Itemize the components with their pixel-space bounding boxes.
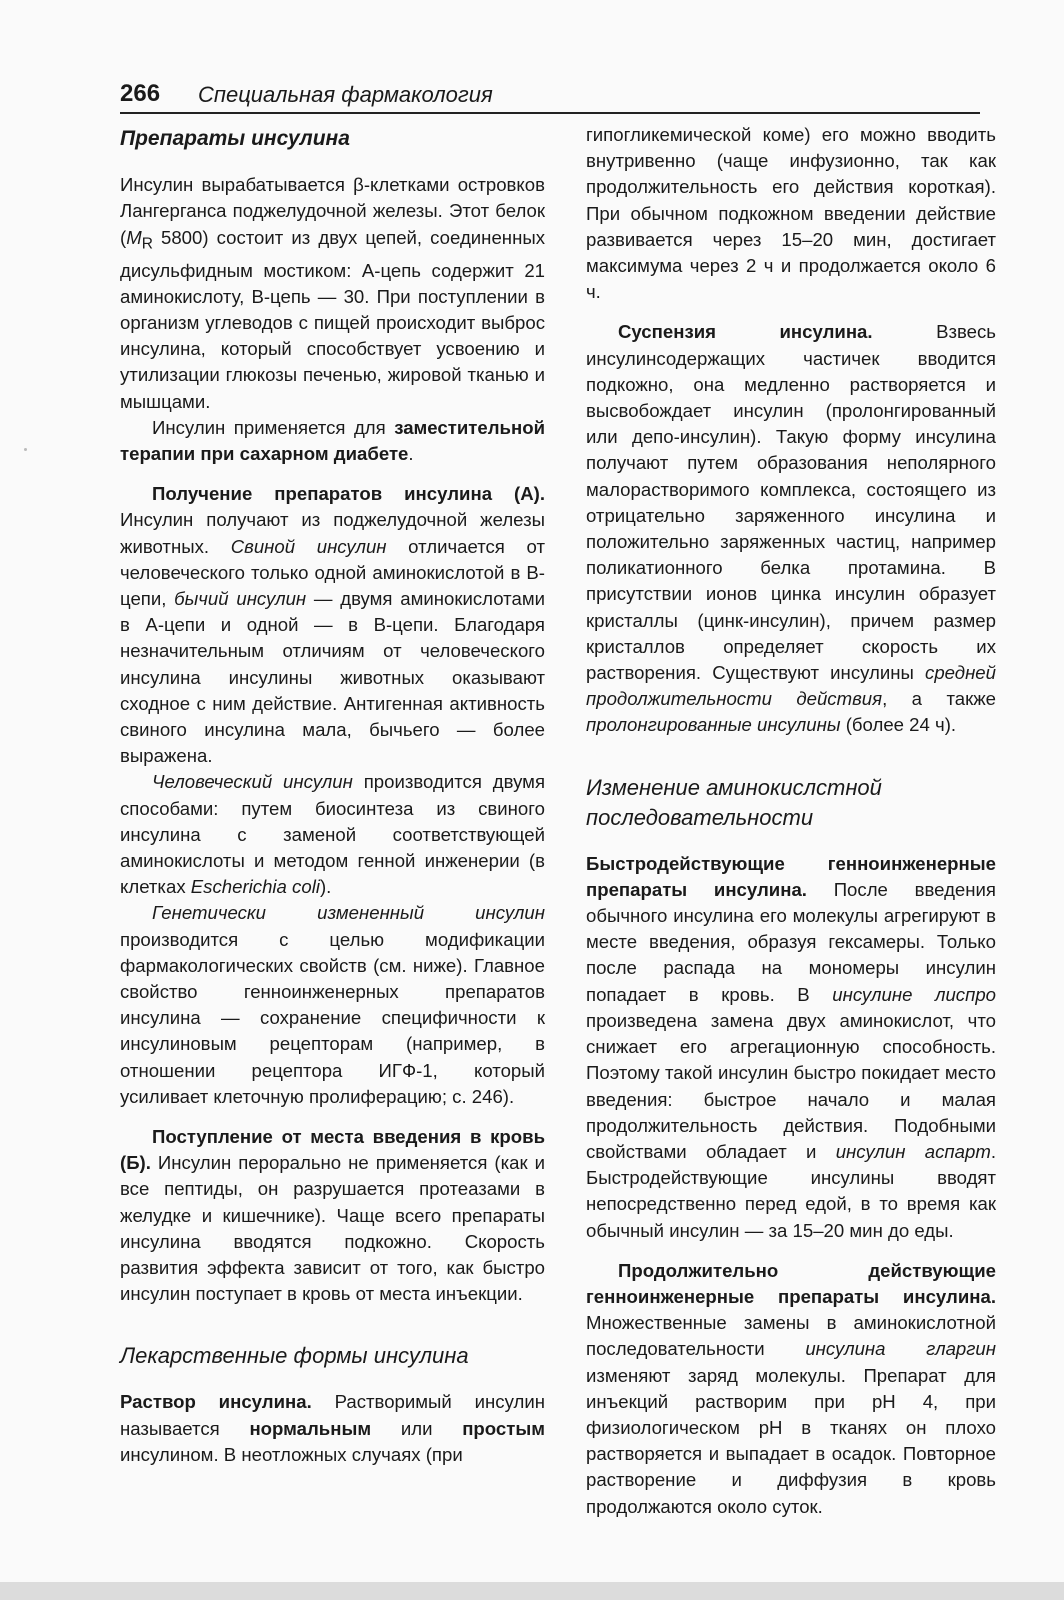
term: инсулине лиспро	[832, 983, 996, 1005]
term: Свиной инсулин	[230, 535, 387, 557]
paragraph-modified-insulin	[120, 900, 545, 1110]
text: .	[408, 442, 414, 464]
text: Множественные замены в аминокислотной последовательности	[586, 1312, 996, 1360]
section-title: Препараты инсулина	[120, 127, 350, 150]
text: Взвесь инсулинсодержащих частичек вводится подкожно, она медленно растворяется и высвобождает инсулин (пролонгированный или депо-инсулин). Такую форму инсулина получают путем образования неполярного малорастворимого комплекса, состоящего из отрицательно заряженного инсулина и положительно заряженных частиц, например поликатионного белка протамина. В присутствии ионов цинка инсулин образует кристаллы (цинк-инсулин), причем размер кристаллов определяет скорость их растворения. Существуют инсулины	[586, 321, 996, 684]
text: (более 24 ч).	[840, 714, 957, 736]
paragraph-continuation: гипогликемической коме) его можно вводить внутривенно (чаще инфузионно, так как продолжительность его действия короткая). При обычном подкожном введении действие развивается через 15–20 мин, достигает максимума через 2 ч и продолжается около 6 ч.	[586, 124, 996, 303]
paragraph-human-insulin	[120, 769, 545, 900]
text: или	[371, 1417, 463, 1439]
emphasis: нормальным	[249, 1417, 372, 1439]
paragraph-suspension	[586, 319, 996, 738]
term: Человеческий инсулин	[152, 771, 353, 793]
text: Инсулин применяется для	[152, 416, 395, 438]
scan-dot	[24, 448, 27, 451]
running-title: Специальная фармакология	[198, 82, 493, 107]
text: — двумя аминокислотами в А-цепи и одной — в В-цепи. Благодаря незначительным отличиям от человеческого инсулина инсулины животных оказывают сходное с ним действие. Антигенная активность свиного инсулина мала, бычьего — более выражена.	[120, 587, 545, 767]
paragraph-solution	[120, 1389, 545, 1468]
term: Генетически измененный инсулин	[152, 902, 545, 924]
run-in-heading: Поступление от места введения в кровь (Б).	[120, 1126, 545, 1174]
run-in-heading: Получение препаратов инсулина (А).	[152, 483, 545, 505]
paragraph-obtaining	[120, 481, 545, 769]
page-header	[120, 72, 980, 114]
emphasis: заместительной терапии при сахарном диабете	[120, 416, 545, 464]
text: произведена замена двух аминокислот, что снижает его агрегационную способность. Поэтому такой инсулин быстро покидает место введения: быстрое начало и малая продолжительность действия. Подобными свойствами обладает и	[586, 1009, 996, 1162]
subsection-title: Изменение аминокислстной последовательности	[586, 774, 882, 830]
subsection-title: Лекарственные формы инсулина	[120, 1343, 469, 1369]
term: инсулин аспарт	[835, 1140, 991, 1162]
text: отличается от человеческого только одной аминокислотой в В-цепи,	[120, 535, 545, 609]
text: инсулином. В неотложных случаях (при	[120, 1443, 463, 1465]
run-in-heading: Быстродействующие генноинженерные препараты инсулина.	[586, 852, 996, 900]
text: Инсулин перорально не применяется (как и все пептиды, он разрушается протеазами в желудке и кишечнике). Чаще всего препараты инсулина вводятся подкожно. Скорость развития эффекта зависит от того, как быстро инсулин поступает в кровь от места инъекции.	[120, 1152, 545, 1305]
right-column	[586, 122, 996, 1520]
text: Инсулин вырабатывается β-клетками островков Лангерганса поджелудочной железы. Этот белок (	[120, 174, 545, 248]
term: инсулина гларгин	[805, 1338, 997, 1360]
text: изменяют заряд молекулы. Препарат для инъекций растворим при рН 4, при физиологическом рН в тканях он плохо растворяется и выпадает в осадок. Повторное растворение и диффузия в кровь продолжаются около суток.	[586, 1364, 996, 1517]
paragraph-absorption	[120, 1124, 545, 1307]
molar-mass-subscript: R	[141, 235, 153, 253]
scan-edge	[0, 1582, 1064, 1600]
term: пролонгированные инсулины	[586, 714, 841, 736]
text: Инсулин получают из поджелудочной железы животных.	[120, 509, 545, 557]
run-in-heading: Раствор инсулина.	[120, 1391, 312, 1413]
text: производится с целью модификации фармакологических свойств (см. ниже). Главное свойство генноинженерных препаратов инсулина — сохранение специфичности к инсулиновым рецепторам (например, в отношении рецептора ИГФ-1, который усиливает клеточную пролиферацию; с. 246).	[120, 928, 545, 1107]
term: средней продолжительности действия	[586, 662, 996, 710]
page-number: 266	[120, 80, 161, 107]
run-in-heading: Продолжительно действующие генноинженерные препараты инсулина.	[586, 1259, 996, 1307]
text: . Быстродействующие инсулины вводят непосредственно перед едой, в то время как обычный инсулин — за 15–20 мин до еды.	[586, 1140, 996, 1241]
emphasis: простым	[462, 1417, 545, 1439]
run-in-heading: Суспензия инсулина.	[618, 321, 873, 343]
text: ).	[319, 876, 332, 898]
term: бычий инсулин	[174, 587, 307, 609]
left-column	[120, 122, 545, 1468]
paragraph-insulin-intro	[120, 172, 545, 415]
text: , а также	[882, 688, 996, 710]
text: производится двумя способами: путем биосинтеза из свиного инсулина с заменой соответствующей аминокислоты и методом генной инженерии (в клетках	[120, 771, 546, 898]
species-name: Escherichia coli	[190, 876, 320, 898]
paragraph-long-acting	[586, 1258, 996, 1520]
paragraph-fast-acting	[586, 851, 996, 1244]
text: После введения обычного инсулина его молекулы агрегируют в месте введения, образуя гексамеры. Только после распада на мономеры инсулин попадает в кровь. В	[586, 878, 996, 1005]
paragraph-insulin-use	[120, 415, 545, 467]
text: 5800) состоит из двух цепей, соединенных дисульфидным мостиком: А-цепь содержит 21 аминокислоту, В-цепь — 30. При поступлении в организм углеводов с пищей происходит выброс инсулина, который способствует усвоению и утилизации глюкозы печенью, жировой тканью и мышцами.	[120, 226, 545, 412]
text: Растворимый инсулин называется	[120, 1391, 545, 1439]
molar-mass-symbol: M	[126, 226, 142, 248]
